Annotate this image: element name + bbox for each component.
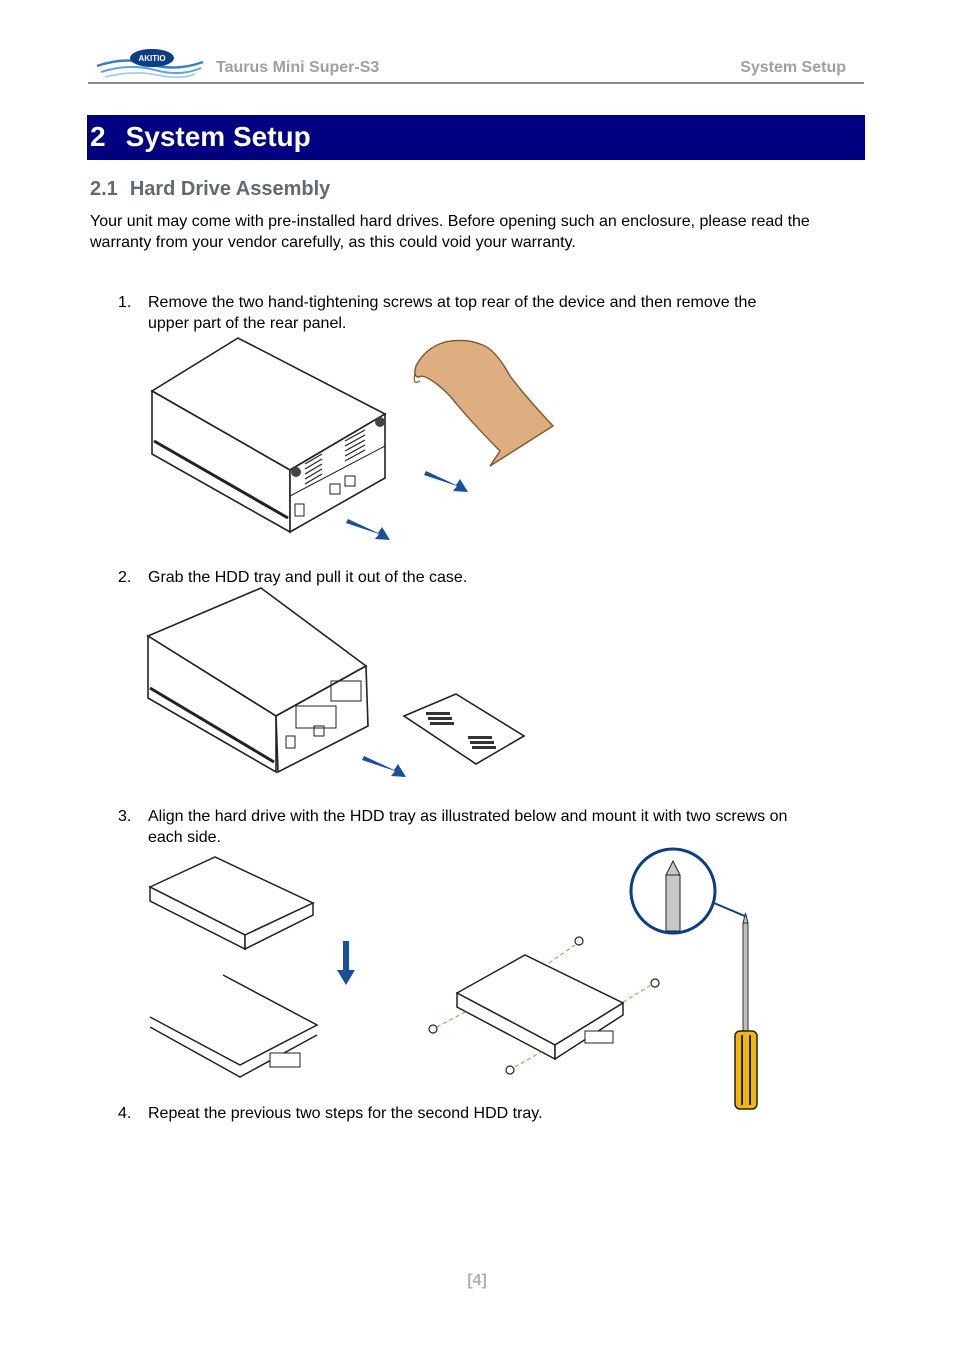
header-product-name: Taurus Mini Super-S3 [216, 59, 380, 76]
enclosure-rear-panel-illustration [150, 336, 560, 546]
step-1-line-2: upper part of the rear panel. [148, 315, 347, 332]
step-3-text [148, 806, 858, 848]
chapter-title-text: System Setup [125, 121, 311, 152]
hdd-mounting-illustration [145, 845, 785, 1115]
step-4-number: 4. [118, 1105, 132, 1122]
section-heading [90, 178, 330, 201]
logo-wordmark: AKITIO [138, 54, 166, 63]
step-3-number: 3. [118, 808, 132, 825]
step-1-number: 1. [118, 294, 132, 311]
intro-paragraph: Your unit may come with pre-installed hard drives. Before opening such an enclosure, please read the warranty from your vendor carefully, as this could void your warranty. [90, 213, 810, 251]
step-4-text: Repeat the previous two steps for the second HDD tray. [148, 1105, 543, 1122]
hdd-tray-removal-illustration [146, 586, 526, 786]
step-3-line-2: each side. [148, 829, 221, 846]
akitio-logo [95, 46, 205, 82]
step-1-text [148, 292, 858, 334]
chapter-number: 2 [90, 121, 106, 152]
header-divider [88, 82, 864, 84]
step-2-text: Grab the HDD tray and pull it out of the case. [148, 569, 468, 586]
step-2-number: 2. [118, 569, 132, 586]
section-title-text: Hard Drive Assembly [129, 178, 331, 200]
page-number: [4] [467, 1272, 487, 1289]
step-1-line-1: Remove the two hand-tightening screws at top rear of the device and then remove the [148, 294, 757, 311]
step-3-line-1: Align the hard drive with the HDD tray as illustrated below and mount it with two screws on [148, 808, 788, 825]
header-section-name: System Setup [740, 59, 846, 76]
section-number: 2.1 [90, 178, 118, 200]
chapter-heading [90, 121, 311, 153]
